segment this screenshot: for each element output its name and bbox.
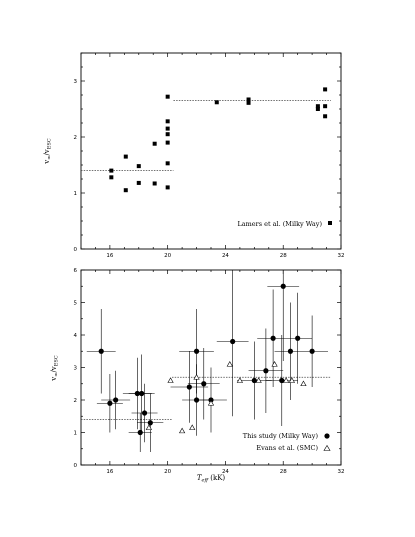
bottom-panel-x-tick-label: 28 [279, 469, 287, 475]
lamers-data-point [166, 132, 170, 136]
bottom-panel-y-tick-label: 2 [73, 398, 77, 404]
this-study-data-point [288, 349, 293, 354]
lamers-data-point [166, 161, 170, 165]
this-study-data-point [281, 284, 286, 289]
bottom-panel-x-tick-label: 16 [106, 469, 114, 475]
lamers-data-point [109, 175, 113, 179]
bottom-panel-y-tick-label: 1 [73, 430, 77, 437]
evans-data-point [272, 362, 277, 367]
lamers-data-point [215, 100, 219, 104]
top-panel-x-tick-label: 24 [221, 253, 229, 259]
this-study-data-point [99, 349, 104, 354]
top-panel-legend-square-marker [328, 221, 332, 225]
top-panel-x-tick-label: 32 [337, 253, 345, 259]
this-study-data-point [107, 401, 112, 406]
top-panel-fit-lines [81, 101, 331, 171]
bottom-panel-y-tick-label: 6 [73, 268, 77, 274]
bottom-panel-x-tick-label: 20 [164, 469, 172, 475]
bottom-panel-y-tick-label: 0 [73, 463, 77, 469]
top-panel-y-tick-label: 1 [73, 191, 77, 197]
this-study-data-point [295, 336, 300, 341]
lamers-data-point [166, 95, 170, 99]
this-study-data-point [263, 368, 268, 373]
lamers-data-point [137, 181, 141, 185]
this-study-data-point [230, 339, 235, 344]
top-panel-ticks [74, 53, 345, 259]
lamers-data-point [124, 155, 128, 159]
bottom-panel-legend-label-this-study: This study (Milky Way) [242, 432, 318, 440]
lamers-data-point [137, 164, 141, 168]
lamers-data-point [323, 114, 327, 118]
bottom-panel-y-tick-label: 4 [73, 333, 77, 339]
bottom-panel-y-tick-label: 3 [73, 365, 77, 372]
evans-data-point [168, 378, 173, 383]
bottom-panel-y-tick-label: 5 [73, 300, 77, 307]
top-panel [43, 53, 345, 259]
lamers-data-point [109, 169, 113, 173]
lamers-data-point [153, 181, 157, 185]
top-panel-legend-label-lamers: Lamers et al. (Milky Way) [237, 220, 322, 228]
lamers-data-point [166, 141, 170, 145]
evans-data-point [190, 425, 195, 430]
top-panel-x-tick-label: 16 [106, 253, 114, 259]
this-study-data-point [139, 391, 144, 396]
lamers-data-point [166, 127, 170, 131]
top-panel-y-tick-label: 2 [73, 135, 77, 141]
bottom-panel-x-tick-label: 32 [337, 469, 345, 475]
this-study-data-point [194, 349, 199, 354]
this-study-data-point [201, 381, 206, 386]
this-study-data-point [142, 410, 147, 415]
lamers-data-point [247, 97, 251, 101]
top-panel-x-tick-label: 28 [279, 253, 287, 259]
bottom-panel-marks [87, 270, 328, 452]
top-panel-y-axis-label: $v_\infty/v_{ESC}$ [43, 138, 53, 164]
lamers-data-point [323, 104, 327, 108]
top-panel-y-tick-label: 3 [73, 79, 77, 85]
lamers-data-point [166, 185, 170, 189]
evans-data-point [146, 425, 151, 430]
lamers-data-point [124, 188, 128, 192]
bottom-panel-legend-triangle-marker [324, 446, 330, 451]
bottom-panel-x-tick-label: 24 [221, 469, 229, 475]
this-study-data-point [310, 349, 315, 354]
lamers-data-point [153, 142, 157, 146]
bottom-panel-legend-circle-marker [324, 433, 329, 438]
lamers-data-point [323, 87, 327, 91]
lamers-data-point [316, 104, 320, 108]
top-panel-marks [109, 87, 327, 192]
bottom-panel-x-axis-label: $T_{eff}$ (kK) [196, 474, 226, 484]
bottom-panel-y-axis-label: $v_\infty/v_{ESC}$ [50, 355, 60, 381]
lamers-data-point [166, 119, 170, 123]
this-study-data-point [187, 384, 192, 389]
this-study-data-point [148, 420, 153, 425]
evans-data-point [301, 381, 306, 386]
top-panel-x-tick-label: 20 [164, 253, 172, 259]
top-panel-legend [237, 220, 332, 228]
evans-data-point [227, 362, 232, 367]
top-panel-y-tick-label: 0 [73, 247, 77, 253]
this-study-data-point [138, 430, 143, 435]
bottom-panel [50, 268, 345, 484]
this-study-data-point [113, 397, 118, 402]
this-study-data-point [271, 336, 276, 341]
evans-data-point [180, 428, 185, 433]
bottom-panel-legend [243, 432, 330, 452]
bottom-panel-legend-label-evans: Evans et al. (SMC) [256, 444, 318, 452]
